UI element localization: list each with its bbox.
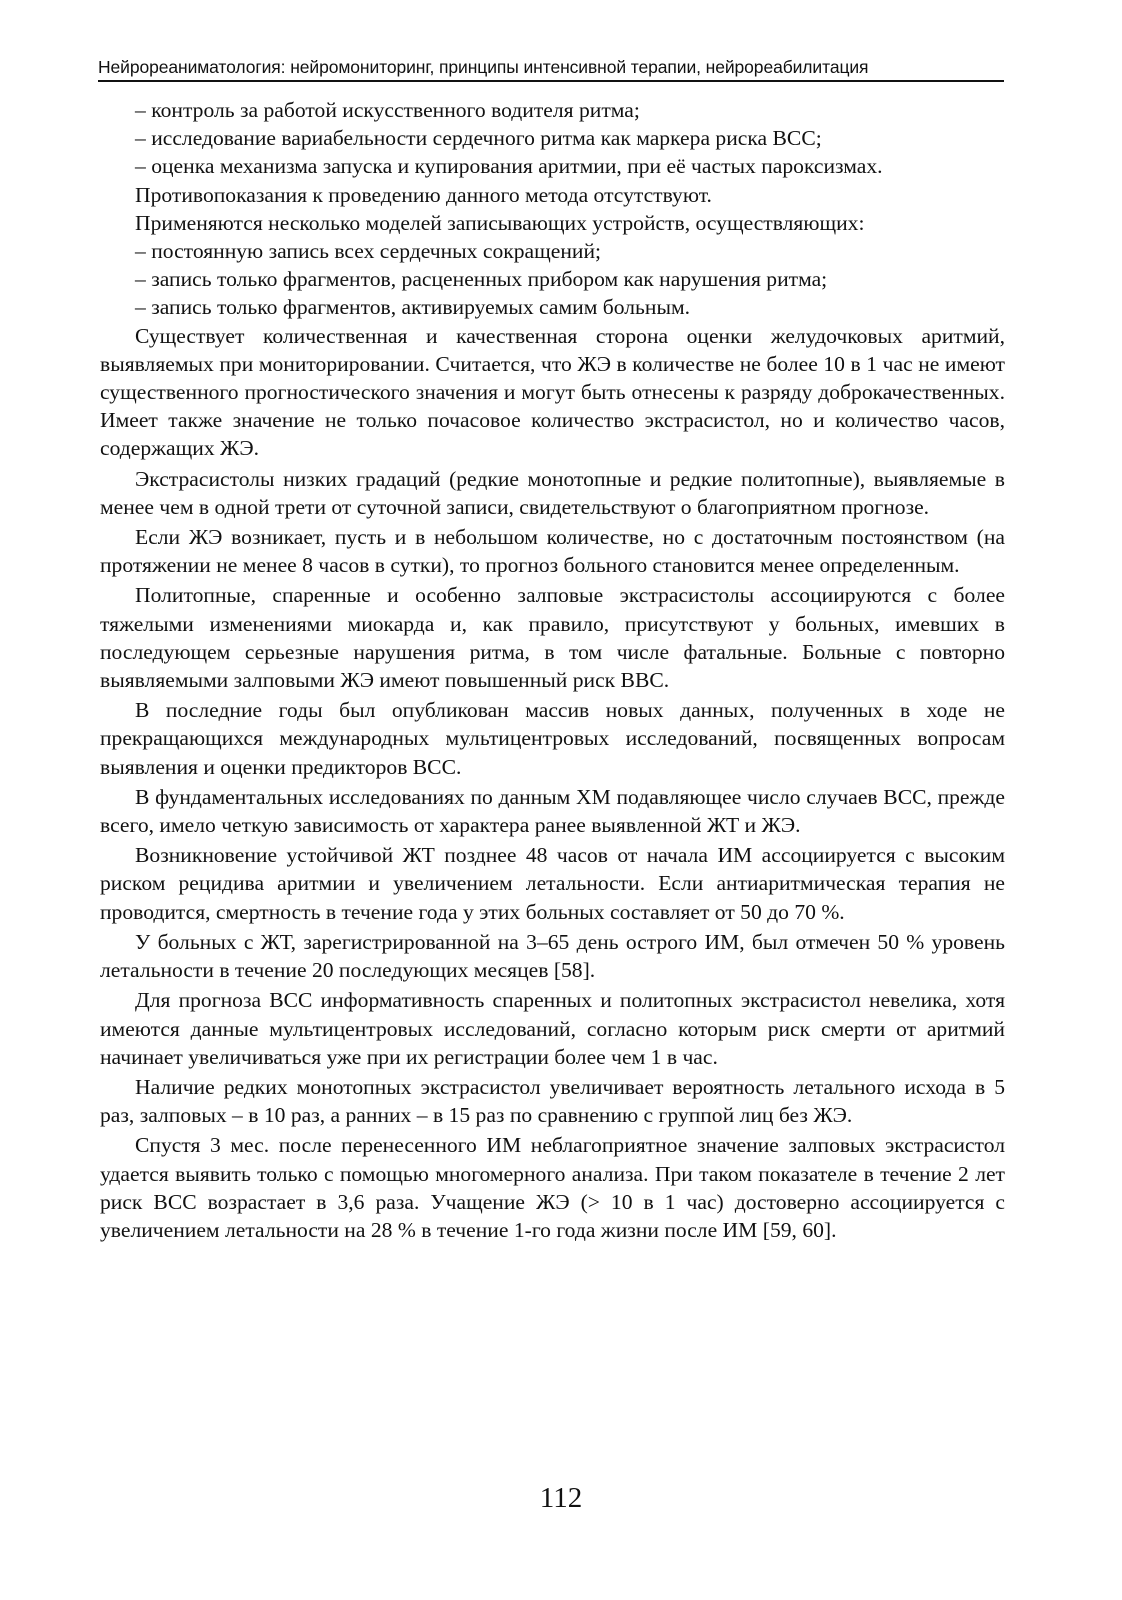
- list-item: – запись только фрагментов, расцененных прибором как нарушения ритма;: [135, 267, 828, 292]
- list-item: – оценка механизма запуска и купирования аритмии, при её частых пароксизмах.: [135, 154, 883, 179]
- paragraph-contraindications: Противопоказания к проведению данного метода отсутствуют.: [135, 182, 712, 207]
- paragraph: Возникновение устойчивой ЖТ позднее 48 часов от начала ИМ ассоциируется с высоким риском рецидива аритмии и увеличением летальности. Если антиаритмическая терапия не проводится, смертность в течение года у этих больных составляет от 50 до 70 %.: [100, 843, 1005, 924]
- paragraph-devices: Применяются несколько моделей записывающих устройств, осуществляющих:: [135, 210, 865, 235]
- list-item: – постоянную запись всех сердечных сокращений;: [135, 239, 601, 264]
- paragraph: Для прогноза ВСС информативность спаренных и политопных экстрасистол невелика, хотя имеются данные мультицентровых исследований, согласно которым риск смерти от аритмий начинает увеличиваться уже при их регистрации более чем 1 в час.: [100, 988, 1005, 1069]
- paragraph: Наличие редких монотопных экстрасистол увеличивает вероятность летального исхода в 5 раз, залповых – в 10 раз, а ранних – в 15 раз по сравнению с группой лиц без ЖЭ.: [100, 1074, 1005, 1128]
- header-rule: [98, 80, 1004, 82]
- paragraph: В фундаментальных исследованиях по данным ХМ подавляющее число случаев ВСС, прежде всего, имело четкую зависимость от характера ранее выявленной ЖТ и ЖЭ.: [100, 784, 1005, 838]
- paragraph: У больных с ЖТ, зарегистрированной на 3–65 день острого ИМ, был отмечен 50 % уровень летальности в течение 20 последующих месяцев [58].: [100, 929, 1005, 983]
- page-number: 112: [539, 1482, 583, 1514]
- paragraph: Политопные, спаренные и особенно залповые экстрасистолы ассоциируются с более тяжелыми изменениями миокарда и, как правило, присутствуют у больных, имевших в последующем серьезные нарушения ритма, в том числе фатальные. Больные с повторно выявляемыми залповыми ЖЭ имеют повышенный риск ВВС.: [100, 583, 1005, 693]
- paragraph: Если ЖЭ возникает, пусть и в небольшом количестве, но с достаточным постоянством (на протяжении не менее 8 часов в сутки), то прогноз больного становится менее определенным.: [100, 525, 1005, 578]
- page-body: [100, 96, 1005, 1244]
- list-item: – исследование вариабельности сердечного ритма как маркера риска ВСС;: [135, 126, 822, 151]
- list-item: – контроль за работой искусственного водителя ритма;: [135, 98, 640, 122]
- paragraph: Существует количественная и качественная сторона оценки желудочковых аритмий, выявляемых при мониторировании. Считается, что ЖЭ в количестве не более 10 в 1 час не имеют существенного прогностического значения и могут быть отнесены к разряду доброкачественных. Имеет также значение не только почасовое количество экстрасистол, но и количество часов, содержащих ЖЭ.: [100, 323, 1005, 461]
- running-head: Нейрореаниматология: нейромониторинг, принципы интенсивной терапии, нейрореабилитация: [98, 57, 869, 77]
- paragraph: Спустя 3 мес. после перенесенного ИМ неблагоприятное значение залповых экстрасистол удается выявить только с помощью многомерного анализа. При таком показателе в течение 2 лет риск ВСС возрастает в 3,6 раза. Учащение ЖЭ (> 10 в 1 час) достоверно ассоциируется с увеличением летальности на 28 % в течение 1-го года жизни после ИМ [59, 60].: [100, 1133, 1005, 1242]
- paragraph: В последние годы был опубликован массив новых данных, полученных в ходе не прекращающихся международных мультицентровых исследований, посвященных вопросам выявления и оценки предикторов ВСС.: [100, 698, 1005, 779]
- paragraph: Экстрасистолы низких градаций (редкие монотопные и редкие политопные), выявляемые в менее чем в одной трети от суточной записи, свидетельствуют о благоприятном прогнозе.: [100, 466, 1005, 519]
- list-item: – запись только фрагментов, активируемых самим больным.: [135, 295, 691, 320]
